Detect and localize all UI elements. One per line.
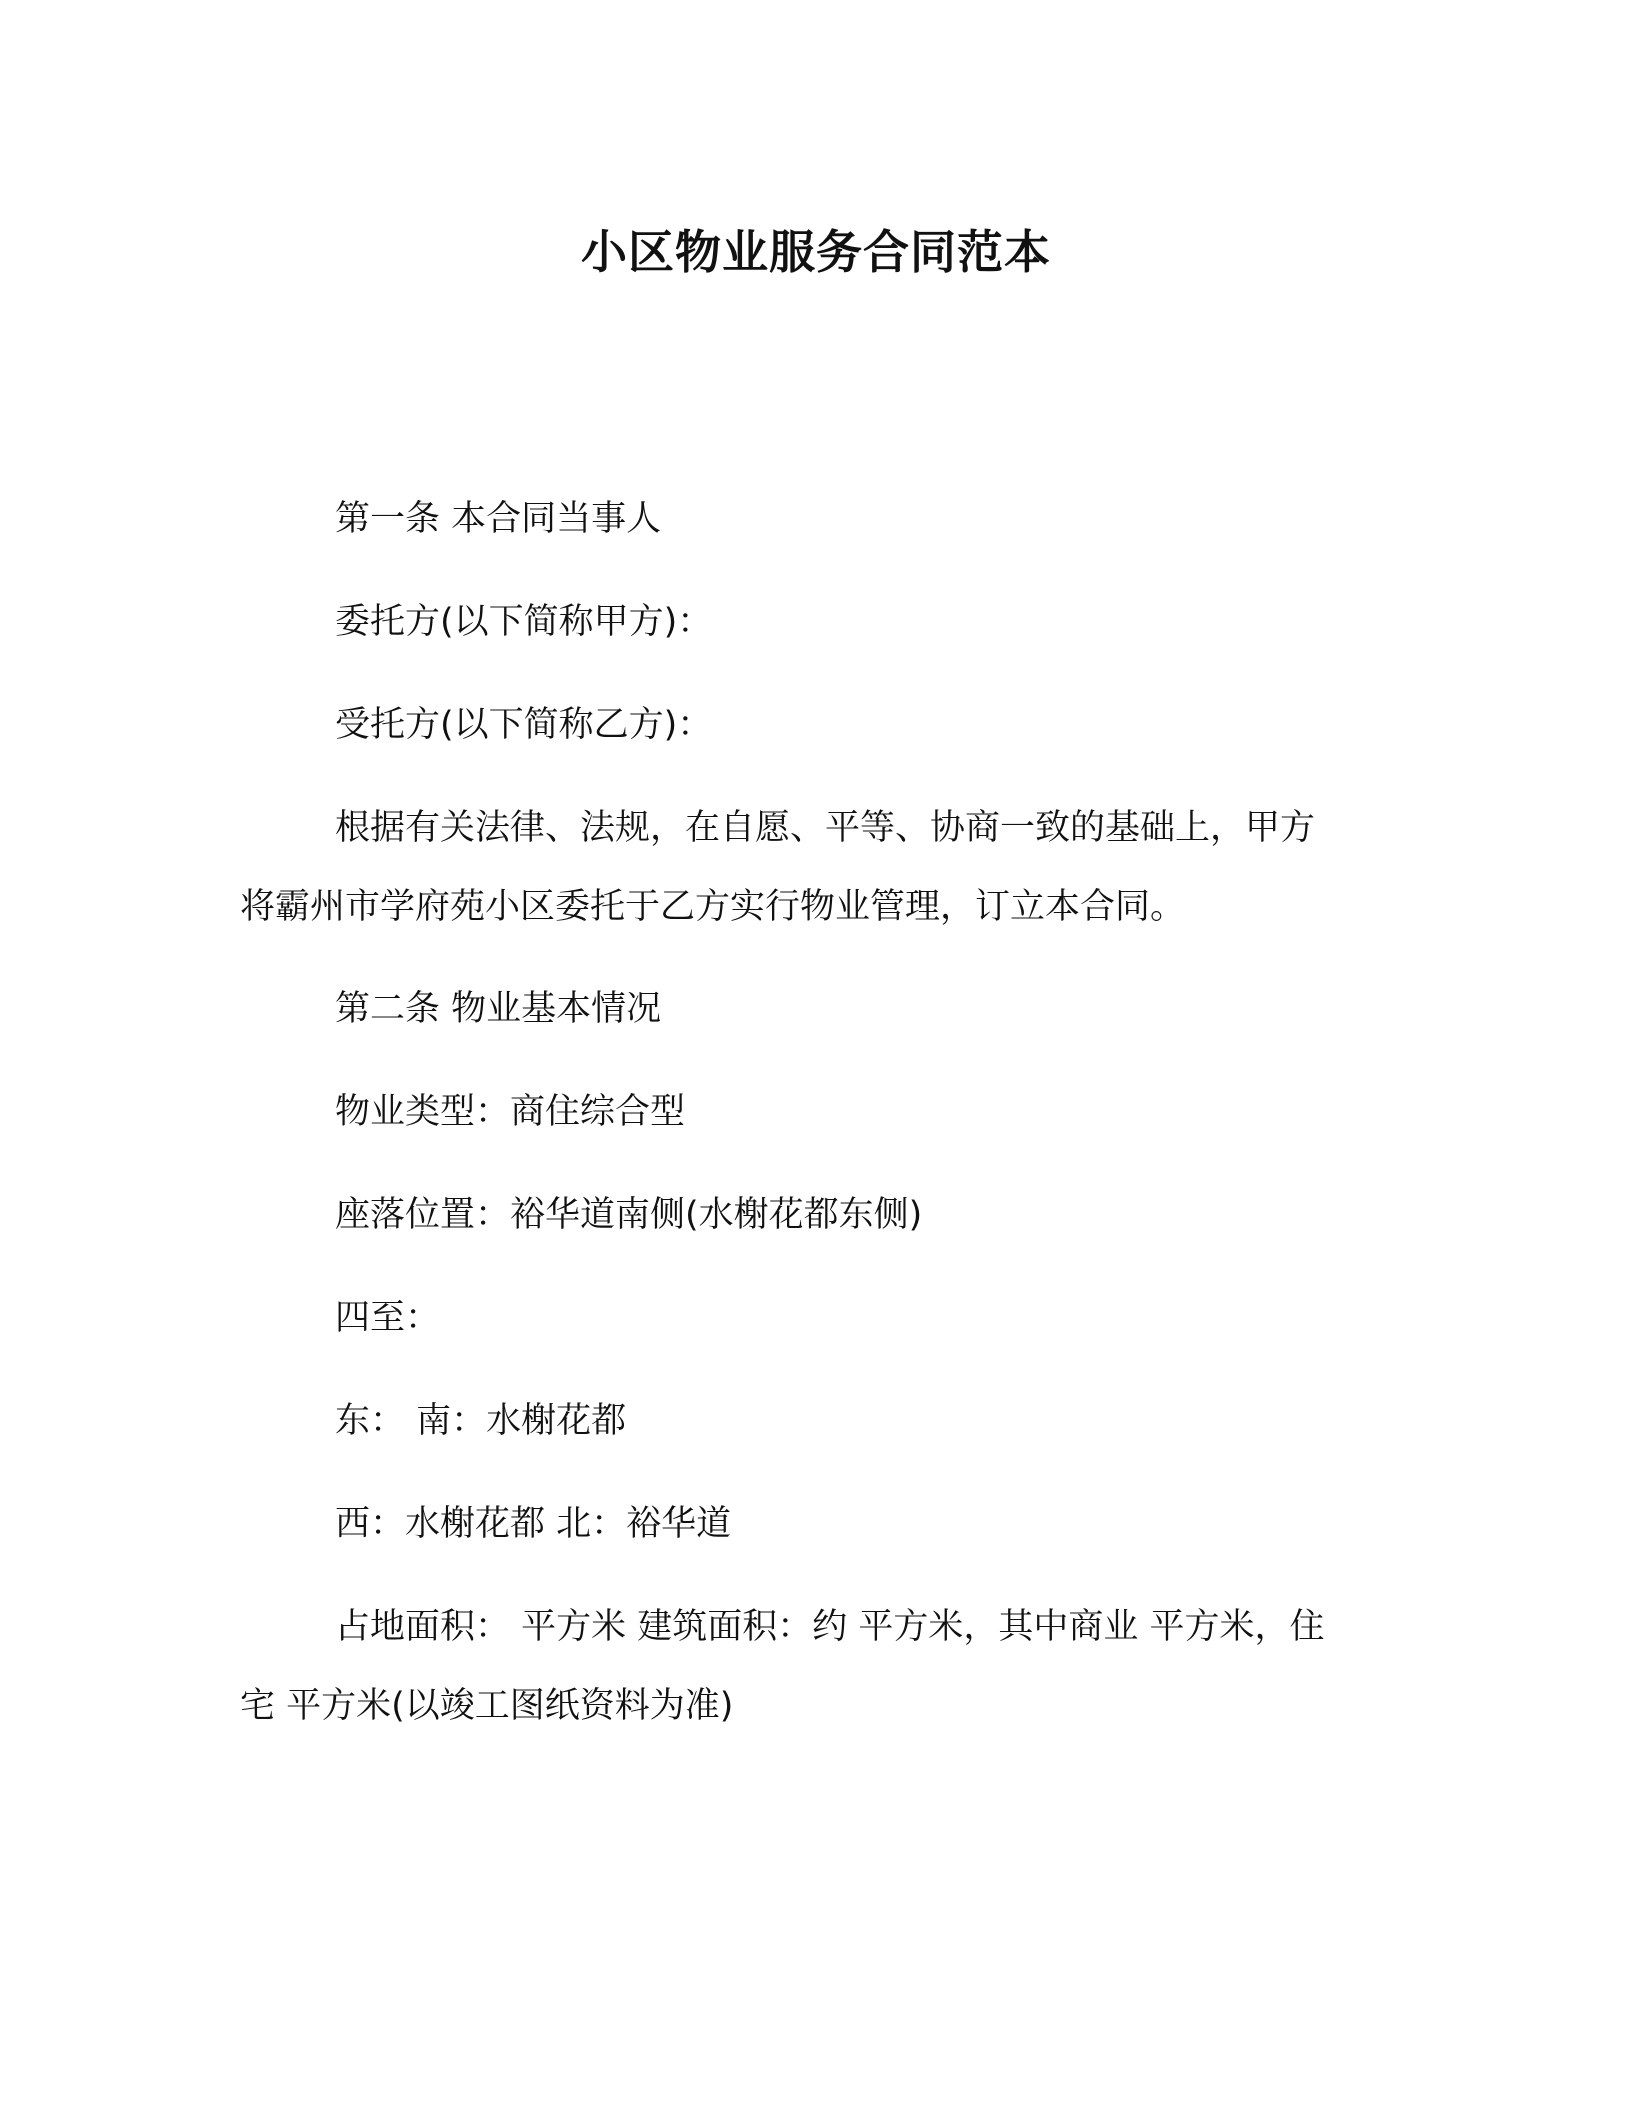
west-north-line: 西：水榭花都 北：裕华道 [335,1504,732,1544]
boundaries-heading: 四至： [335,1298,441,1338]
east-south-line: 东： 南：水榭花都 [335,1401,627,1441]
party-a-line: 委托方(以下简称甲方)： [335,602,713,642]
party-b-line: 受托方(以下简称乙方)： [335,705,713,745]
area-line-2: 宅 平方米(以竣工图纸资料为准) [240,1686,734,1726]
article-1-heading: 第一条 本合同当事人 [335,499,662,539]
area-line-1: 占地面积： 平方米 建筑面积：约 平方米，其中商业 平方米，住 [335,1607,1325,1647]
preamble-line-2: 将霸州市学府苑小区委托于乙方实行物业管理，订立本合同。 [240,887,1186,927]
location-line: 座落位置：裕华道南侧(水榭花都东侧) [335,1195,923,1235]
property-type-line: 物业类型：商住综合型 [335,1092,686,1132]
preamble-line-1: 根据有关法律、法规，在自愿、平等、协商一致的基础上，甲方 [335,808,1316,848]
article-2-heading: 第二条 物业基本情况 [335,989,662,1029]
document-title: 小区物业服务合同范本 [581,225,1051,279]
